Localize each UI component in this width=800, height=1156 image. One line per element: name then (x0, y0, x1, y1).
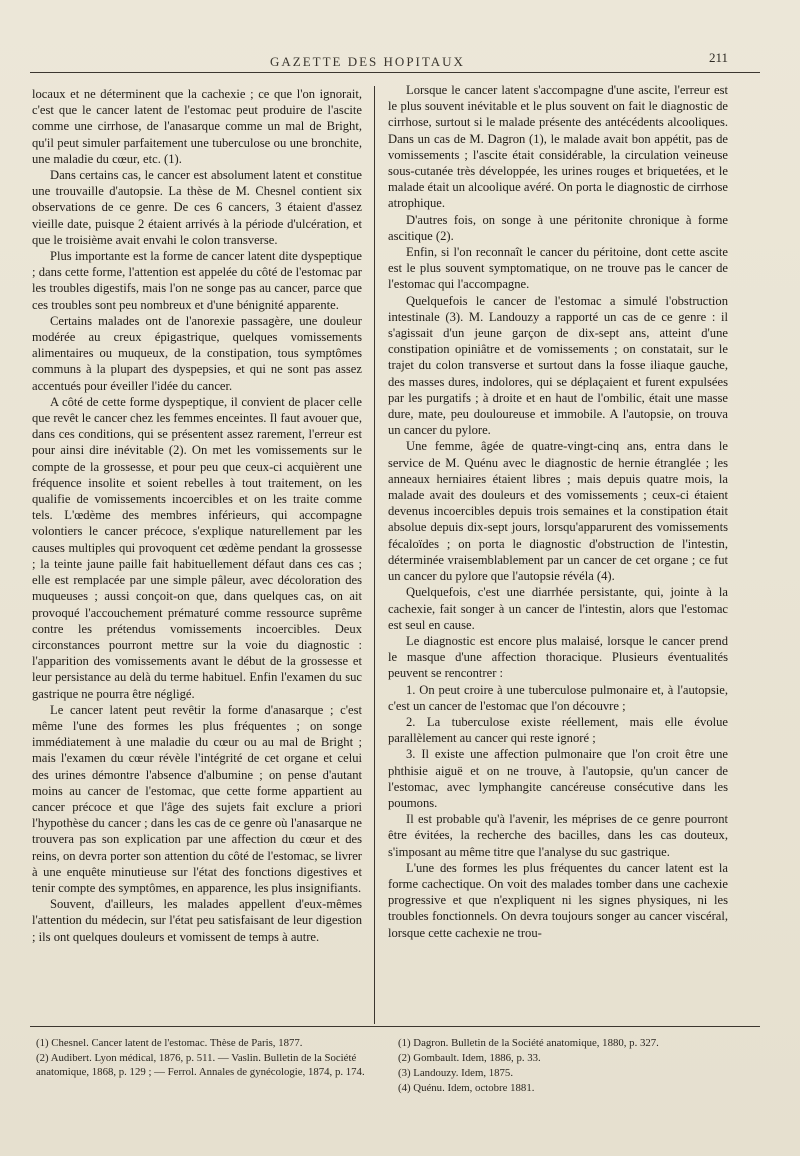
list-item: 1. On peut croire à une tuberculose pulmonaire et, à l'autopsie, c'est un cancer de l'estomac que l'on découvre ; (388, 682, 728, 713)
paragraph: locaux et ne déterminent que la cachexie ; ce que l'on ignorait, c'est que le cancer latent de l'estomac peut produire de l'ascite comme une cirrhose, de l'anasarque comme un mal de Bright, qu'il peut simuler parfaitement une tuberculose ou une bronchite, une maladie du cœur, etc. (1). (32, 87, 362, 166)
paragraph: Plus importante est la forme de cancer latent dite dyspeptique ; dans cette forme, l'attention est appelée du côté de l'estomac par les troubles digestifs, mais l'on ne songe pas au cancer, parce que ces troubles sont peu nombreux et d'une bénignité apparente. (32, 249, 362, 312)
paragraph: Quelquefois, c'est une diarrhée persistante, qui, jointe à la cachexie, fait songer à un cancer de l'intestin, alors que l'estomac est seul en cause. (388, 585, 728, 632)
paragraph: Quelquefois le cancer de l'estomac a simulé l'obstruction intestinale (3). M. Landouzy a rapporté un cas de ce genre : il s'agissait d'un jeune garçon de dix-sept ans, atteint d'une constipation opiniâtre et de vomissements ; on constatait, sur le trajet du colon transverse et surtout dans la fosse iliaque gauche, des masses dures, indolores, qui se déplaçaient et furent expulsées par les purgatifs ; à droite et en haut de l'ombilic, était une masse dure, mate, peu douloureuse et immobile. A l'autopsie, on trouva un cancer du pylore. (388, 293, 728, 438)
paragraph: Lorsque le cancer latent s'accompagne d'une ascite, l'erreur est le plus souvent inévitable et le plus souvent on fait le diagnostic de cirrhose, surtout si le malade présente des antécédents alcooliques. Dans un cas de M. Dagron (1), le malade avait bon appétit, pas de vomissements ; l'ascite était considérable, la circulation veineuse sous-cutanée très développée, les urines rouges et briquetées, et le malade était un alcoolique avéré. On porta le diagnostic de cirrhose atrophique. (388, 83, 728, 211)
column-divider (374, 86, 375, 1024)
paragraph: Le diagnostic est encore plus malaisé, lorsque le cancer prend le masque d'une affection thoracique. Plusieurs éventualités peuvent se rencontrer : (388, 633, 728, 681)
list-item: 2. La tuberculose existe réellement, mais elle évolue parallèlement au cancer qui reste ignoré ; (388, 714, 728, 746)
paragraph: D'autres fois, on songe à une péritonite chronique à forme ascitique (2). (388, 212, 728, 243)
running-head (0, 50, 800, 74)
paragraph: Certains malades ont de l'anorexie passagère, une douleur modérée au creux épigastrique, quelques vomissements alimentaires ou muqueux, de la constipation, tous symptômes communs à la plupart des dyspepsies, et qui ne sont pas assez accentués pour éveiller l'idée du cancer. (32, 313, 362, 393)
left-column (32, 86, 362, 945)
footnote: (4) Quénu. Idem, octobre 1881. (398, 1082, 535, 1094)
journal-title: GAZETTE DES HOPITAUX (270, 54, 465, 69)
footnotes-left (36, 1036, 366, 1080)
footnote: (2) Gombault. Idem, 1886, p. 33. (398, 1052, 541, 1064)
page-number: 211 (708, 50, 728, 65)
header-rule (30, 72, 760, 73)
paragraph: Le cancer latent peut revêtir la forme d'anasarque ; c'est même l'une des formes les plus fréquentes ; on songe immédiatement à une maladie du cœur ou au mal de Bright ; mais l'examen du cœur révèle l'intégrité de cet organe et celui des urines démontre l'absence d'albumine ; on pense d'autant moins au cancer de l'estomac, que cette forme appartient au cancer précoce et que l'âge des sujets fait exclure a priori l'hypothèse du cancer ; dans les cas de ce genre où l'anasarque ne trouvera pas son explication par une affection du cœur et des reins, on devra porter son attention du côté de l'estomac, se livrer à une enquête minutieuse sur l'état des fonctions digestives et tenir compte des symptômes, en apparence, les plus insignifiants. (32, 702, 362, 895)
paragraph: Souvent, d'ailleurs, les malades appellent d'eux-mêmes l'attention du médecin, sur l'état peu satisfaisant de leur digestion ; ils ont quelques douleurs et vomissent de temps à autre. (32, 897, 362, 944)
paragraph: A côté de cette forme dyspeptique, il convient de placer celle que revêt le cancer chez les femmes enceintes. Il faut avouer que, dans ces conditions, qui se présentent assez rarement, l'erreur est pour ainsi dire inévitable (2). On met les vomissements sur le compte de la grossesse, et pour peu que ceux-ci acquièrent une fréquence insolite et soient rebelles à tout traitement, on les qualifie de vomissements incoercibles et on les traite comme tels. L'œdème des membres inférieurs, qui accompagne volontiers le cancer précoce, s'explique naturellement par les causes multiples qui provoquent cet œdème pendant la grossesse ; la teinte jaune paille fait habituellement défaut dans ces cas ; elle est remplacée par une simple pâleur, avec décoloration des muqueuses ; aussi conçoit-on que, dans quelques cas, on ait provoqué l'accouchement prématuré comme ressource suprême contre les prétendus vomissements incoercibles. Deux circonstances pourront mettre sur la voie du diagnostic : l'apparition des vomissements avant le début de la grossesse et leur persistance au delà du terme habituel. Enfin l'examen du suc gastrique ne pourra être négligé. (32, 394, 362, 701)
paragraph: L'une des formes les plus fréquentes du cancer latent est la forme cachectique. On voit des malades tomber dans une cachexie progressive et que n'expliquent ni les signes physiques, ni les troubles fonctionnels. On devra toujours songer au cancer viscéral, lorsque cette cachexie ne trou- (388, 860, 728, 940)
list-item: 3. Il existe une affection pulmonaire que l'on croit être une phthisie aiguë et on ne trouve, à l'autopsie, qu'un cancer de l'estomac, avec lymphangite cancéreuse consécutive dans les poumons. (388, 747, 728, 810)
paragraph: Enfin, si l'on reconnaît le cancer du péritoine, dont cette ascite est le plus souvent symptomatique, on ne trouve pas le cancer de l'estomac qui l'accompagne. (388, 245, 728, 292)
paragraph: Dans certains cas, le cancer est absolument latent et constitue une trouvaille d'autopsie. La thèse de M. Chesnel contient six observations de ce genre. De ces 6 cancers, 3 étaient d'assez vieille date, puisque 2 étaient arrivés à la période d'ulcération, et que le troisième avait envahi le colon transverse. (32, 168, 362, 247)
footnote-rule (30, 1026, 760, 1027)
paragraph: Une femme, âgée de quatre-vingt-cinq ans, entra dans le service de M. Quénu avec le diagnostic de hernie étranglée ; les anneaux herniaires étaient libres ; mais depuis quatre mois, la malade avait des douleurs et des vomissements ; ceux-ci étaient devenus incoercibles depuis trois semaines et la constipation était absolue depuis dix-sept jours, lorsqu'apparurent des vomissements fécaloïdes ; on porta le diagnostic d'obstruction de l'intestin, déterminée vraisemblablement par un cancer de cet organe ; ce fut un cancer du pylore que l'autopsie révéla (4). (388, 439, 728, 584)
footnote: (3) Landouzy. Idem, 1875. (398, 1067, 514, 1079)
footnotes-right (398, 1036, 718, 1096)
footnote: (2) Audibert. Lyon médical, 1876, p. 511. — Vaslin. Bulletin de la Société anatomique, 1868, p. 129 ; — Ferrol. Annales de gynécologie, 1874, p. 174. (36, 1052, 365, 1078)
footnote: (1) Chesnel. Cancer latent de l'estomac. Thèse de Paris, 1877. (36, 1037, 303, 1049)
footnote: (1) Dagron. Bulletin de la Société anatomique, 1880, p. 327. (398, 1037, 659, 1049)
right-column (388, 82, 728, 941)
paragraph: Il est probable qu'à l'avenir, les méprises de ce genre pourront être évitées, la recherche des bacilles, dans les cas douteux, s'imposant au même titre que l'analyse du suc gastrique. (388, 812, 728, 859)
